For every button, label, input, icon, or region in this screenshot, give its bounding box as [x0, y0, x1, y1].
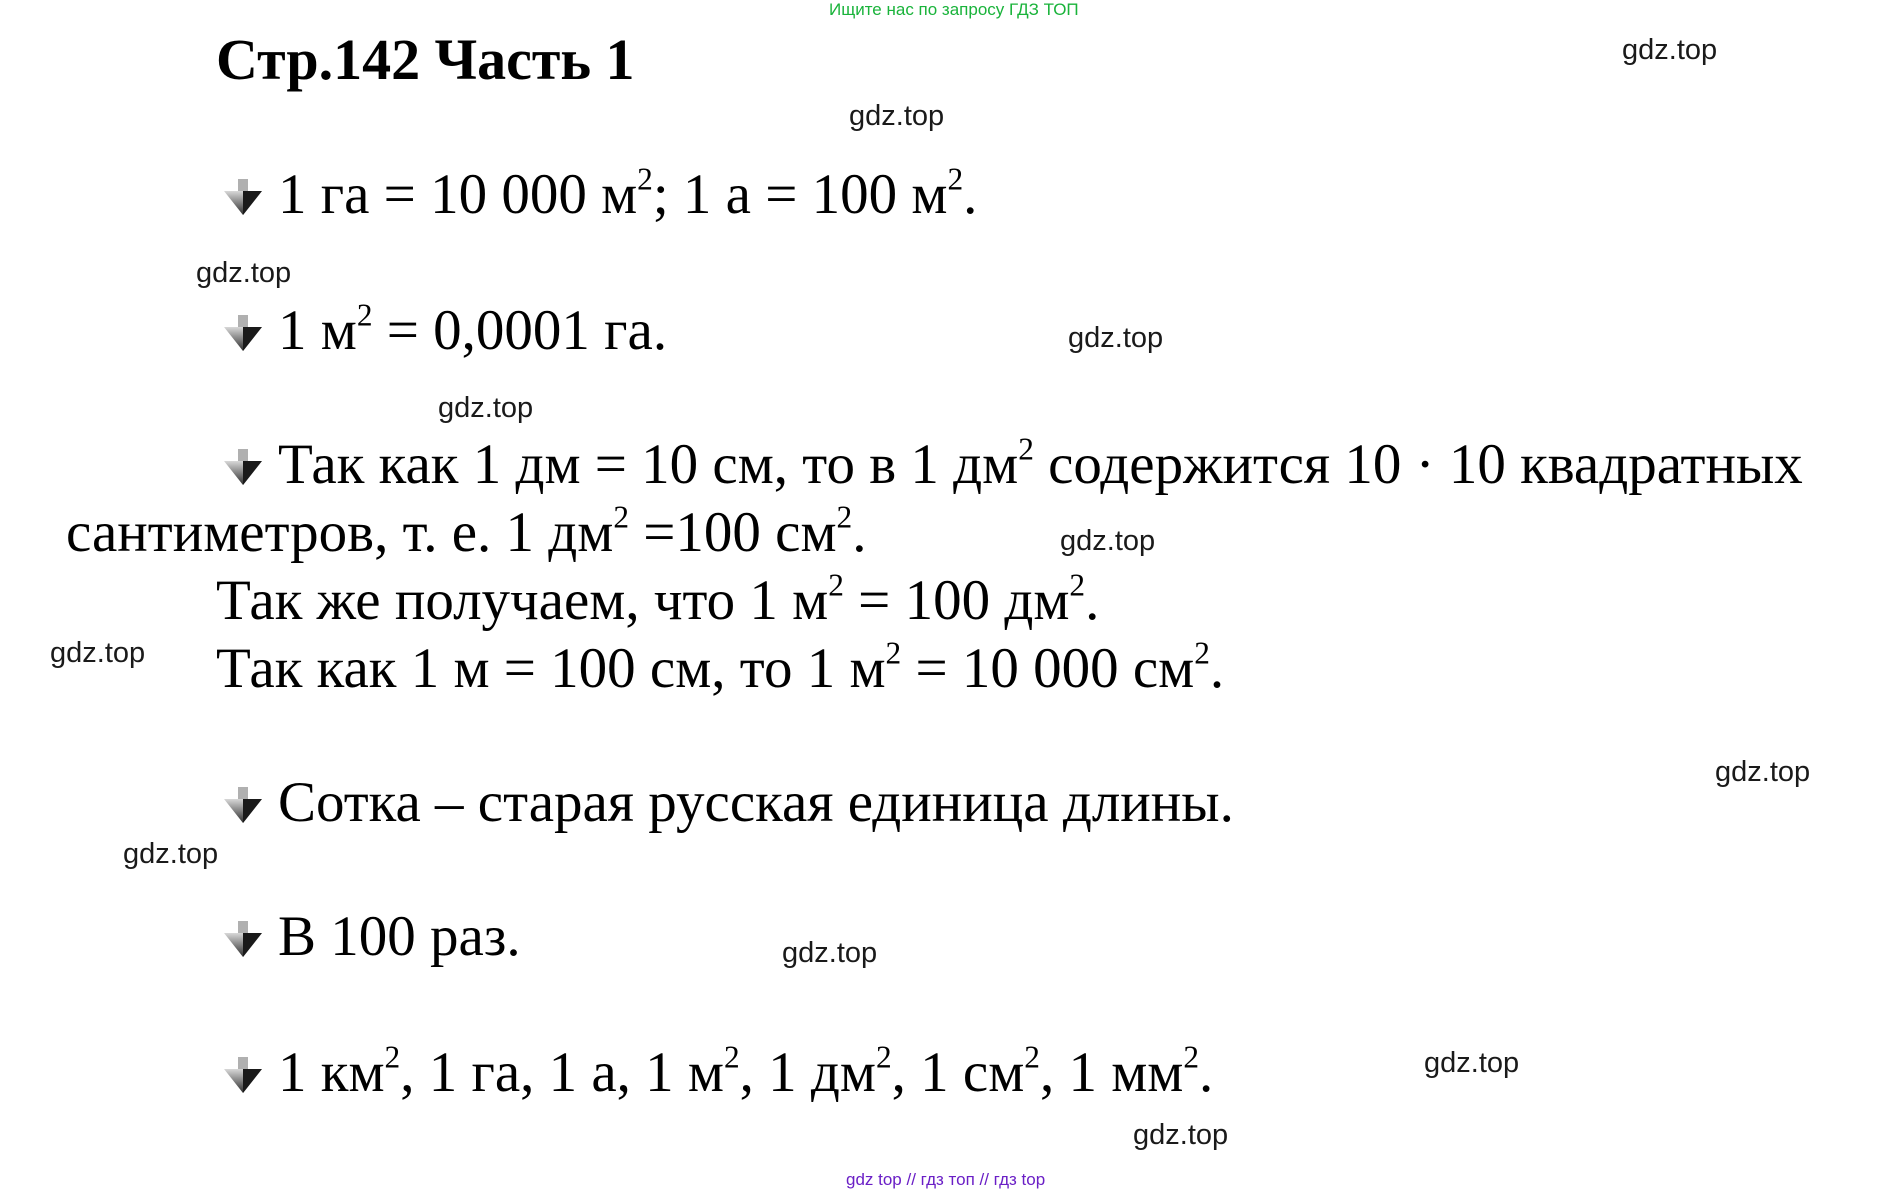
answer-line-3b: сантиметров, т. е. 1 $дм^2 =100$ $см^2$.: [66, 499, 867, 564]
answer-line-5: В 100 раз.: [222, 908, 521, 965]
arrow-bullet-icon: [222, 447, 264, 487]
answer-line-4: Сотка – старая русская единица длины.: [222, 774, 1234, 831]
watermark: gdz.top: [1715, 756, 1811, 788]
arrow-bullet-icon: [222, 919, 264, 959]
arrow-bullet-icon: [222, 785, 264, 825]
watermark: gdz.top: [438, 392, 534, 424]
answer-line-3c: Так же получаем, что 1 $м^2 = 100$ $дм^2$.: [216, 567, 1100, 632]
watermark: gdz.top: [782, 937, 878, 969]
answer-line-1: 1 га = 10 000 $м^2$; 1 а = 100 $м^2$.: [222, 166, 977, 223]
watermark: gdz.top: [1424, 1047, 1520, 1079]
arrow-bullet-icon: [222, 313, 264, 353]
answer-line-2: 1 $м^2 = 0,0001$ га.: [222, 302, 667, 359]
watermark: gdz.top: [196, 257, 292, 289]
footer-links: gdz top // гдз топ // гдз top: [846, 1170, 1046, 1189]
watermark: gdz.top: [1060, 525, 1156, 557]
watermark: gdz.top: [123, 838, 219, 870]
watermark: gdz.top: [1068, 322, 1164, 354]
watermark: gdz.top: [849, 100, 945, 132]
arrow-bullet-icon: [222, 1055, 264, 1095]
answer-line-3d: Так как 1 м = 100 см, то 1 $м^2 = 10$ 000 $см^2$.: [216, 635, 1225, 700]
page-title: Стр.142 Часть 1: [216, 27, 635, 92]
search-banner: Ищите нас по запросу ГДЗ ТОП: [829, 0, 1079, 19]
watermark: gdz.top: [50, 637, 146, 669]
answer-line-3: Так как 1 дм = 10 см, то в 1 $дм^2$ содержится 10 · 10 квадратных: [222, 436, 1803, 493]
answer-line-6: 1 $км^2$, 1 га, 1 а, 1 $м^2$, 1 $дм^2$, 1 $см^2$, 1 $мм^2$.: [222, 1044, 1213, 1101]
watermark: gdz.top: [1622, 34, 1718, 66]
arrow-bullet-icon: [222, 177, 264, 217]
watermark: gdz.top: [1133, 1119, 1229, 1151]
